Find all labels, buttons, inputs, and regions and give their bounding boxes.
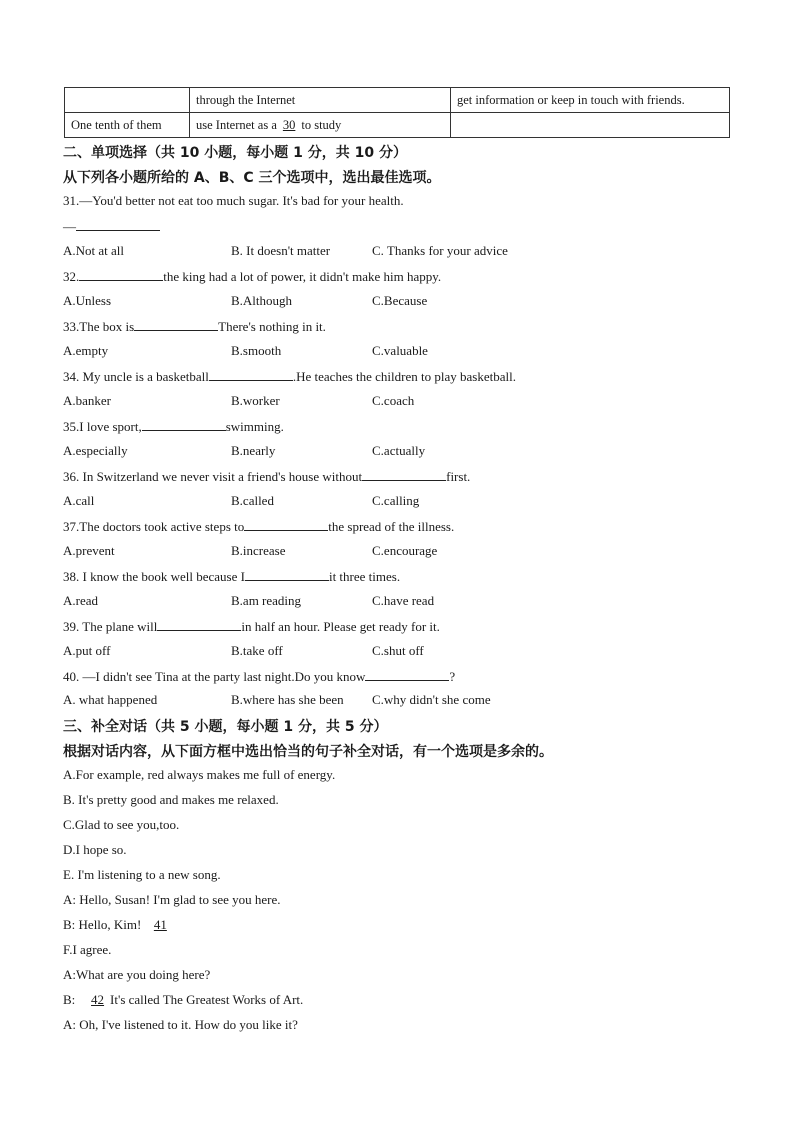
q33-option-c: C.valuable bbox=[372, 343, 428, 358]
dialog-option-c: C.Glad to see you,too. bbox=[63, 817, 180, 832]
q36-stem bbox=[63, 468, 470, 485]
cell-text: to study bbox=[301, 117, 342, 132]
answer-blank bbox=[157, 618, 241, 631]
info-table bbox=[64, 87, 730, 138]
q37-option-a: A.prevent bbox=[63, 543, 115, 558]
q31-stem: 31.—You'd better not eat too much sugar. It's bad for your health. bbox=[63, 193, 404, 208]
stem-pre: 35.I love sport, bbox=[63, 419, 142, 434]
dialog-option-b: B. It's pretty good and makes me relaxed. bbox=[63, 792, 279, 807]
q38-option-a: A.read bbox=[63, 593, 99, 608]
dialog-option-f: F.I agree. bbox=[63, 942, 112, 957]
answer-blank bbox=[76, 218, 160, 231]
answer-blank bbox=[142, 418, 226, 431]
stem-pre: 40. —I didn't see Tina at the party last night.Do you know bbox=[63, 669, 366, 684]
stem-pre: 37.The doctors took active steps to bbox=[63, 519, 245, 534]
q32-stem bbox=[63, 268, 441, 285]
q32-option-a: A.Unless bbox=[63, 293, 112, 308]
dialog-line-2 bbox=[63, 917, 173, 933]
speaker-text: B: bbox=[63, 992, 76, 1007]
q31-option-b: B. It doesn't matter bbox=[231, 243, 331, 258]
dialog-option-d: D.I hope so. bbox=[63, 842, 127, 857]
answer-blank bbox=[209, 368, 293, 381]
q33-option-a: A.empty bbox=[63, 343, 109, 358]
q32-option-b: B.Although bbox=[231, 293, 293, 308]
table-row bbox=[65, 88, 730, 113]
table-cell bbox=[190, 113, 451, 138]
dialog-line-5: A: Oh, I've listened to it. How do you like it? bbox=[63, 1017, 298, 1032]
table-cell bbox=[451, 113, 730, 138]
q37-option-c: C.encourage bbox=[372, 543, 438, 558]
section2-instruction: 从下列各小题所给的 A、B、C 三个选项中，选出最佳选项。 bbox=[63, 170, 441, 186]
q31-option-c: C. Thanks for your advice bbox=[372, 243, 508, 258]
q40-option-c: C.why didn't she come bbox=[372, 692, 491, 707]
q36-option-c: C.calling bbox=[372, 493, 420, 508]
q34-option-a: A.banker bbox=[63, 393, 112, 408]
q40-option-a: A. what happened bbox=[63, 692, 158, 707]
dialog-line-3: A:What are you doing here? bbox=[63, 967, 211, 982]
q40-stem bbox=[63, 668, 455, 685]
q36-option-b: B.called bbox=[231, 493, 274, 508]
q37-option-b: B.increase bbox=[231, 543, 286, 558]
q36-option-a: A.call bbox=[63, 493, 95, 508]
speaker-text: B: Hello, Kim! bbox=[63, 917, 142, 932]
q38-option-c: C.have read bbox=[372, 593, 435, 608]
q40-option-b: B.where has she been bbox=[231, 692, 344, 707]
stem-post: ? bbox=[449, 669, 456, 684]
q39-option-b: B.take off bbox=[231, 643, 283, 658]
blank-42: 42 bbox=[91, 992, 105, 1007]
q37-stem bbox=[63, 518, 454, 535]
q31-option-a: A.Not at all bbox=[63, 243, 125, 258]
section3-instruction: 根据对话内容，从下面方框中选出恰当的句子补全对话，有一个选项是多余的。 bbox=[63, 744, 553, 760]
answer-blank bbox=[134, 318, 218, 331]
cell-text: use Internet as a bbox=[196, 117, 277, 132]
q33-option-b: B.smooth bbox=[231, 343, 282, 358]
q35-option-c: C.actually bbox=[372, 443, 426, 458]
stem-post: in half an hour. Please get ready for it. bbox=[241, 619, 440, 634]
q35-stem bbox=[63, 418, 284, 435]
stem-post: There's nothing in it. bbox=[218, 319, 326, 334]
q39-stem bbox=[63, 618, 440, 635]
stem-pre: 32. bbox=[63, 269, 80, 284]
q34-option-b: B.worker bbox=[231, 393, 280, 408]
stem-pre: 33.The box is bbox=[63, 319, 135, 334]
q35-option-a: A.especially bbox=[63, 443, 128, 458]
table-row bbox=[65, 113, 730, 138]
dialog-line-1: A: Hello, Susan! I'm glad to see you here. bbox=[63, 892, 281, 907]
q32-option-c: C.Because bbox=[372, 293, 428, 308]
dialog-option-a: A.For example, red always makes me full of energy. bbox=[63, 767, 336, 782]
q38-option-b: B.am reading bbox=[231, 593, 302, 608]
q31-reply bbox=[63, 218, 160, 235]
blank-30: 30 bbox=[282, 117, 296, 132]
blank-41: 41 bbox=[153, 917, 167, 932]
q34-stem bbox=[63, 368, 516, 385]
stem-post: swimming. bbox=[225, 419, 284, 434]
dash: — bbox=[63, 219, 76, 234]
speaker-text: It's called The Greatest Works of Art. bbox=[110, 992, 304, 1007]
table-cell: One tenth of them bbox=[65, 113, 190, 138]
dialog-line-4 bbox=[63, 992, 303, 1008]
answer-blank bbox=[362, 468, 446, 481]
table-cell: get information or keep in touch with friends. bbox=[451, 88, 730, 113]
section2-heading: 二、单项选择（共 10 小题，每小题 1 分，共 10 分） bbox=[63, 145, 407, 161]
dialog-option-e: E. I'm listening to a new song. bbox=[63, 867, 221, 882]
q34-option-c: C.coach bbox=[372, 393, 415, 408]
answer-blank bbox=[244, 518, 328, 531]
stem-pre: 36. In Switzerland we never visit a friend's house without bbox=[63, 469, 363, 484]
stem-pre: 39. The plane will bbox=[63, 619, 158, 634]
stem-post: .He teaches the children to play basketball. bbox=[292, 369, 516, 384]
q39-option-a: A.put off bbox=[63, 643, 111, 658]
stem-post: the king had a lot of power, it didn't make him happy. bbox=[163, 269, 442, 284]
q38-stem bbox=[63, 568, 400, 585]
stem-post: the spread of the illness. bbox=[328, 519, 455, 534]
answer-blank bbox=[365, 668, 449, 681]
answer-blank bbox=[79, 268, 163, 281]
answer-blank bbox=[245, 568, 329, 581]
table-cell bbox=[65, 88, 190, 113]
stem-pre: 34. My uncle is a basketball bbox=[63, 369, 209, 384]
stem-post: it three times. bbox=[328, 569, 401, 584]
section3-heading: 三、补全对话（共 5 小题，每小题 1 分，共 5 分） bbox=[63, 719, 388, 735]
table-cell: through the Internet bbox=[190, 88, 451, 113]
stem-post: first. bbox=[446, 469, 471, 484]
stem-pre: 38. I know the book well because I bbox=[63, 569, 245, 584]
q35-option-b: B.nearly bbox=[231, 443, 276, 458]
q33-stem bbox=[63, 318, 326, 335]
q39-option-c: C.shut off bbox=[372, 643, 424, 658]
